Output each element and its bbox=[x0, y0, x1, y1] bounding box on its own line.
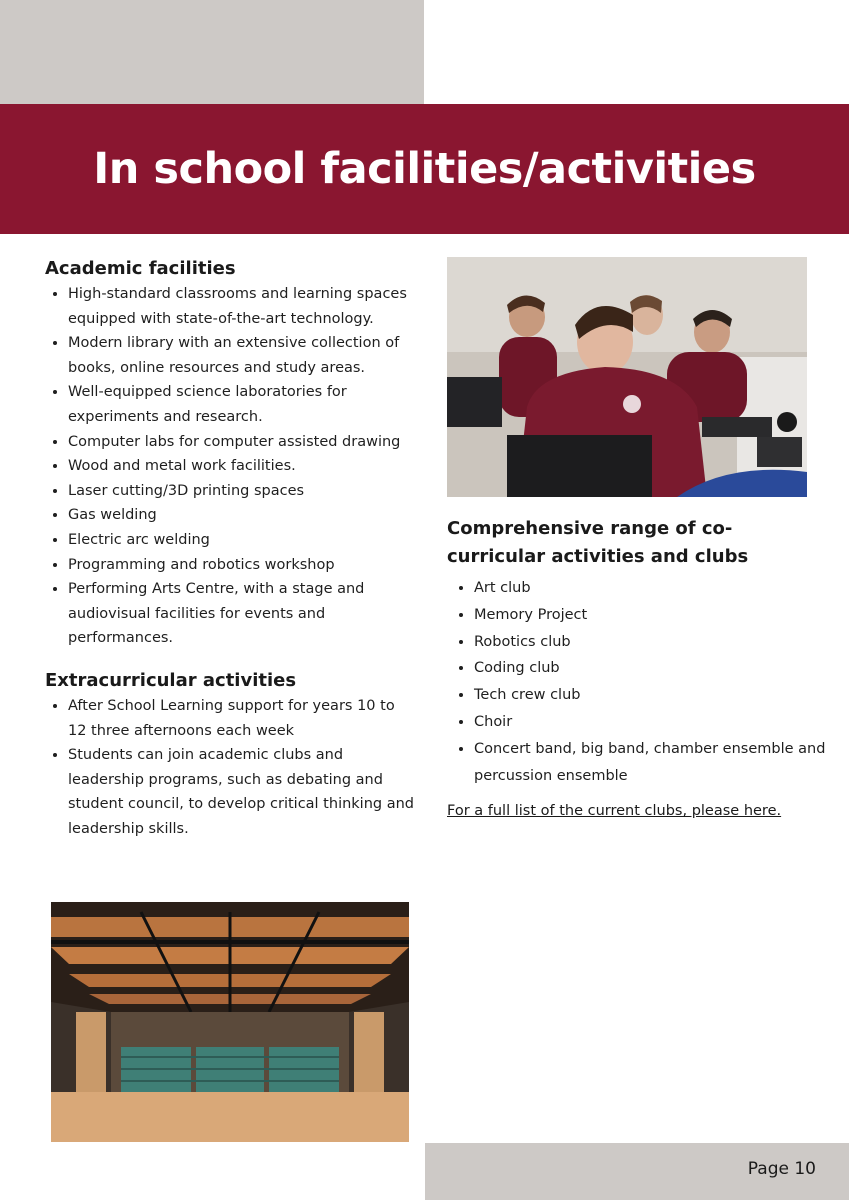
list-item: • High-standard classrooms and learning spaces equipped with state-of-the-art technology. bbox=[68, 282, 417, 331]
clubs-list-link[interactable]: For a full list of the current clubs, please here. bbox=[447, 803, 782, 820]
students-photo-illustration bbox=[447, 257, 807, 497]
extracurricular-list bbox=[45, 694, 417, 842]
list-item: • Concert band, big band, chamber ensemble and percussion ensemble bbox=[474, 736, 827, 790]
list-item: • Coding club bbox=[474, 655, 827, 682]
list-item: • Choir bbox=[474, 709, 827, 736]
list-item: • Robotics club bbox=[474, 629, 827, 656]
academic-facilities-heading: Academic facilities bbox=[45, 258, 236, 279]
page-number: Page 10 bbox=[747, 1159, 816, 1179]
auditorium-photo-illustration bbox=[51, 902, 409, 1142]
list-item: • Well-equipped science laboratories for experiments and research. bbox=[68, 380, 417, 429]
list-item: • After School Learning support for years 10 to 12 three afternoons each week bbox=[68, 694, 417, 743]
title-banner bbox=[0, 104, 849, 234]
extracurricular-heading: Extracurricular activities bbox=[45, 669, 297, 691]
list-item: • Gas welding bbox=[68, 503, 417, 528]
list-item: • Electric arc welding bbox=[68, 528, 417, 553]
students-photo bbox=[447, 257, 807, 497]
list-item: • Performing Arts Centre, with a stage and audiovisual facilities for events and performances. bbox=[68, 577, 417, 651]
clubs-list bbox=[447, 575, 827, 789]
list-item: • Tech crew club bbox=[474, 682, 827, 709]
list-item: • Memory Project bbox=[474, 602, 827, 629]
list-item: • Modern library with an extensive collection of books, online resources and study areas. bbox=[68, 331, 417, 380]
page-title: In school facilities/activities bbox=[93, 144, 756, 194]
list-item: • Computer labs for computer assisted drawing bbox=[68, 430, 417, 455]
academic-facilities-list bbox=[45, 282, 417, 651]
list-item: • Programming and robotics workshop bbox=[68, 553, 417, 578]
list-item: • Art club bbox=[474, 575, 827, 602]
left-column bbox=[45, 255, 417, 841]
right-column bbox=[447, 515, 827, 819]
co-curricular-heading: Comprehensive range of co-curricular activities and clubs bbox=[447, 518, 749, 567]
list-item: • Laser cutting/3D printing spaces bbox=[68, 479, 417, 504]
top-grey-block bbox=[0, 0, 424, 104]
auditorium-photo bbox=[51, 902, 409, 1142]
list-item: • Students can join academic clubs and leadership programs, such as debating and student council, to develop critical thinking and leadership skills. bbox=[68, 743, 417, 841]
list-item: • Wood and metal work facilities. bbox=[68, 454, 417, 479]
